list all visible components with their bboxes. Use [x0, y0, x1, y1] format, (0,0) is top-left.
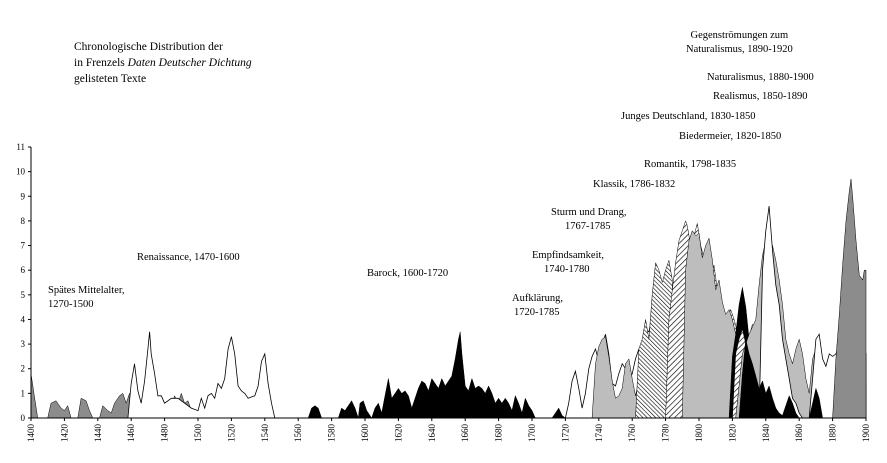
period-label-realismus — [713, 90, 808, 104]
x-tick-label: 1580 — [326, 424, 337, 442]
period-label-years: 1270-1500 — [48, 299, 94, 310]
period-label-barock — [367, 267, 448, 281]
period-label-text: Biedermeier, 1820-1850 — [679, 131, 782, 142]
x-tick-label: 1820 — [727, 424, 738, 442]
y-tick-label: 1 — [20, 388, 25, 399]
y-tick-label: 0 — [20, 413, 25, 423]
x-tick-label: 1840 — [760, 424, 771, 442]
title-line-1 — [74, 40, 223, 55]
y-tick-label: 7 — [20, 240, 25, 251]
x-tick-label: 1620 — [393, 424, 404, 442]
period-label-text: Empfindsamkeit, — [532, 250, 605, 261]
period-label-naturalismus — [707, 71, 814, 85]
title-line-2-italic: Daten Deutscher Dichtung — [127, 57, 252, 69]
period-label-text: Klassik, 1786-1832 — [593, 179, 676, 190]
title-line-2-text: in Frenzels — [74, 57, 128, 69]
x-tick-label: 1720 — [560, 424, 571, 442]
period-label-spaetes-mittelalter — [48, 284, 125, 312]
x-tick-label: 1860 — [794, 424, 805, 442]
x-tick-label: 1420 — [59, 424, 70, 442]
y-tick-label: 9 — [20, 191, 25, 202]
period-label-gegenstroemungen — [686, 29, 793, 57]
x-tick-label: 1440 — [92, 424, 103, 442]
period-label-text: Renaissance, 1470-1600 — [137, 252, 240, 263]
period-label-aufklaerung — [512, 292, 563, 320]
x-tick-label: 1600 — [360, 424, 370, 442]
x-tick-label: 1800 — [694, 424, 704, 442]
x-tick-label: 1740 — [593, 424, 604, 442]
period-label-text: Gegenströmungen zum — [690, 30, 789, 41]
period-label-biedermeier — [679, 130, 781, 144]
x-tick-label: 1700 — [527, 424, 537, 442]
period-label-years: 1767-1785 — [565, 221, 611, 232]
x-tick-label: 1560 — [293, 424, 304, 442]
x-tick-label: 1500 — [193, 424, 203, 442]
period-label-klassik — [593, 178, 675, 192]
title-line-3-text: gelisteten Texte — [74, 73, 147, 85]
period-label-text: Spätes Mittelalter, — [48, 285, 125, 296]
period-label-text: Junges Deutschland, 1830-1850 — [621, 111, 756, 122]
y-tick-label: 8 — [20, 215, 25, 226]
period-label-years: 1720-1785 — [514, 307, 560, 318]
y-tick-label: 6 — [20, 265, 25, 276]
title-line-2 — [74, 56, 252, 71]
y-tick-label: 11 — [16, 142, 25, 152]
period-label-renaissance — [137, 251, 240, 265]
x-tick-label: 1900 — [861, 424, 871, 442]
x-tick-label: 1660 — [460, 424, 471, 442]
area-gegenstroemungen — [833, 179, 866, 418]
area-barock — [308, 332, 565, 418]
title-line-3 — [74, 72, 146, 87]
x-tick-label: 1640 — [426, 424, 437, 442]
period-label-years: Naturalismus, 1890-1920 — [686, 44, 793, 55]
period-label-text: Sturm und Drang, — [551, 207, 627, 218]
y-tick-label: 3 — [20, 339, 25, 350]
x-tick-label: 1880 — [827, 424, 838, 442]
period-label-empfindsamkeit — [532, 249, 604, 277]
period-label-text: Naturalismus, 1880-1900 — [707, 72, 814, 83]
period-label-junges-deutschland — [621, 110, 755, 124]
area-renaissance — [128, 332, 275, 418]
period-label-text: Realismus, 1850-1890 — [713, 91, 808, 102]
period-label-years: 1740-1780 — [544, 264, 590, 275]
period-label-sturm-und-drang — [551, 206, 627, 234]
x-tick-label: 1760 — [627, 424, 638, 442]
period-label-text: Romantik, 1798-1835 — [644, 159, 737, 170]
chart-areas — [31, 179, 866, 418]
x-tick-label: 1460 — [126, 424, 137, 442]
x-tick-label: 1540 — [259, 424, 270, 442]
x-tick-label: 1680 — [493, 423, 504, 442]
y-tick-label: 5 — [20, 289, 25, 300]
period-label-romantik — [644, 158, 736, 172]
period-label-text: Aufklärung, — [512, 293, 564, 304]
x-tick-label: 1780 — [660, 424, 671, 442]
period-label-text: Barock, 1600-1720 — [367, 268, 449, 279]
x-tick-label: 1520 — [226, 424, 237, 442]
y-tick-label: 4 — [20, 314, 25, 325]
y-tick-label: 10 — [16, 166, 25, 177]
title-line-1-text: Chronologische Distribution der — [74, 41, 223, 53]
x-tick-label: 1480 — [159, 424, 170, 442]
y-tick-label: 2 — [20, 363, 25, 374]
x-tick-label: 1400 — [26, 424, 36, 442]
